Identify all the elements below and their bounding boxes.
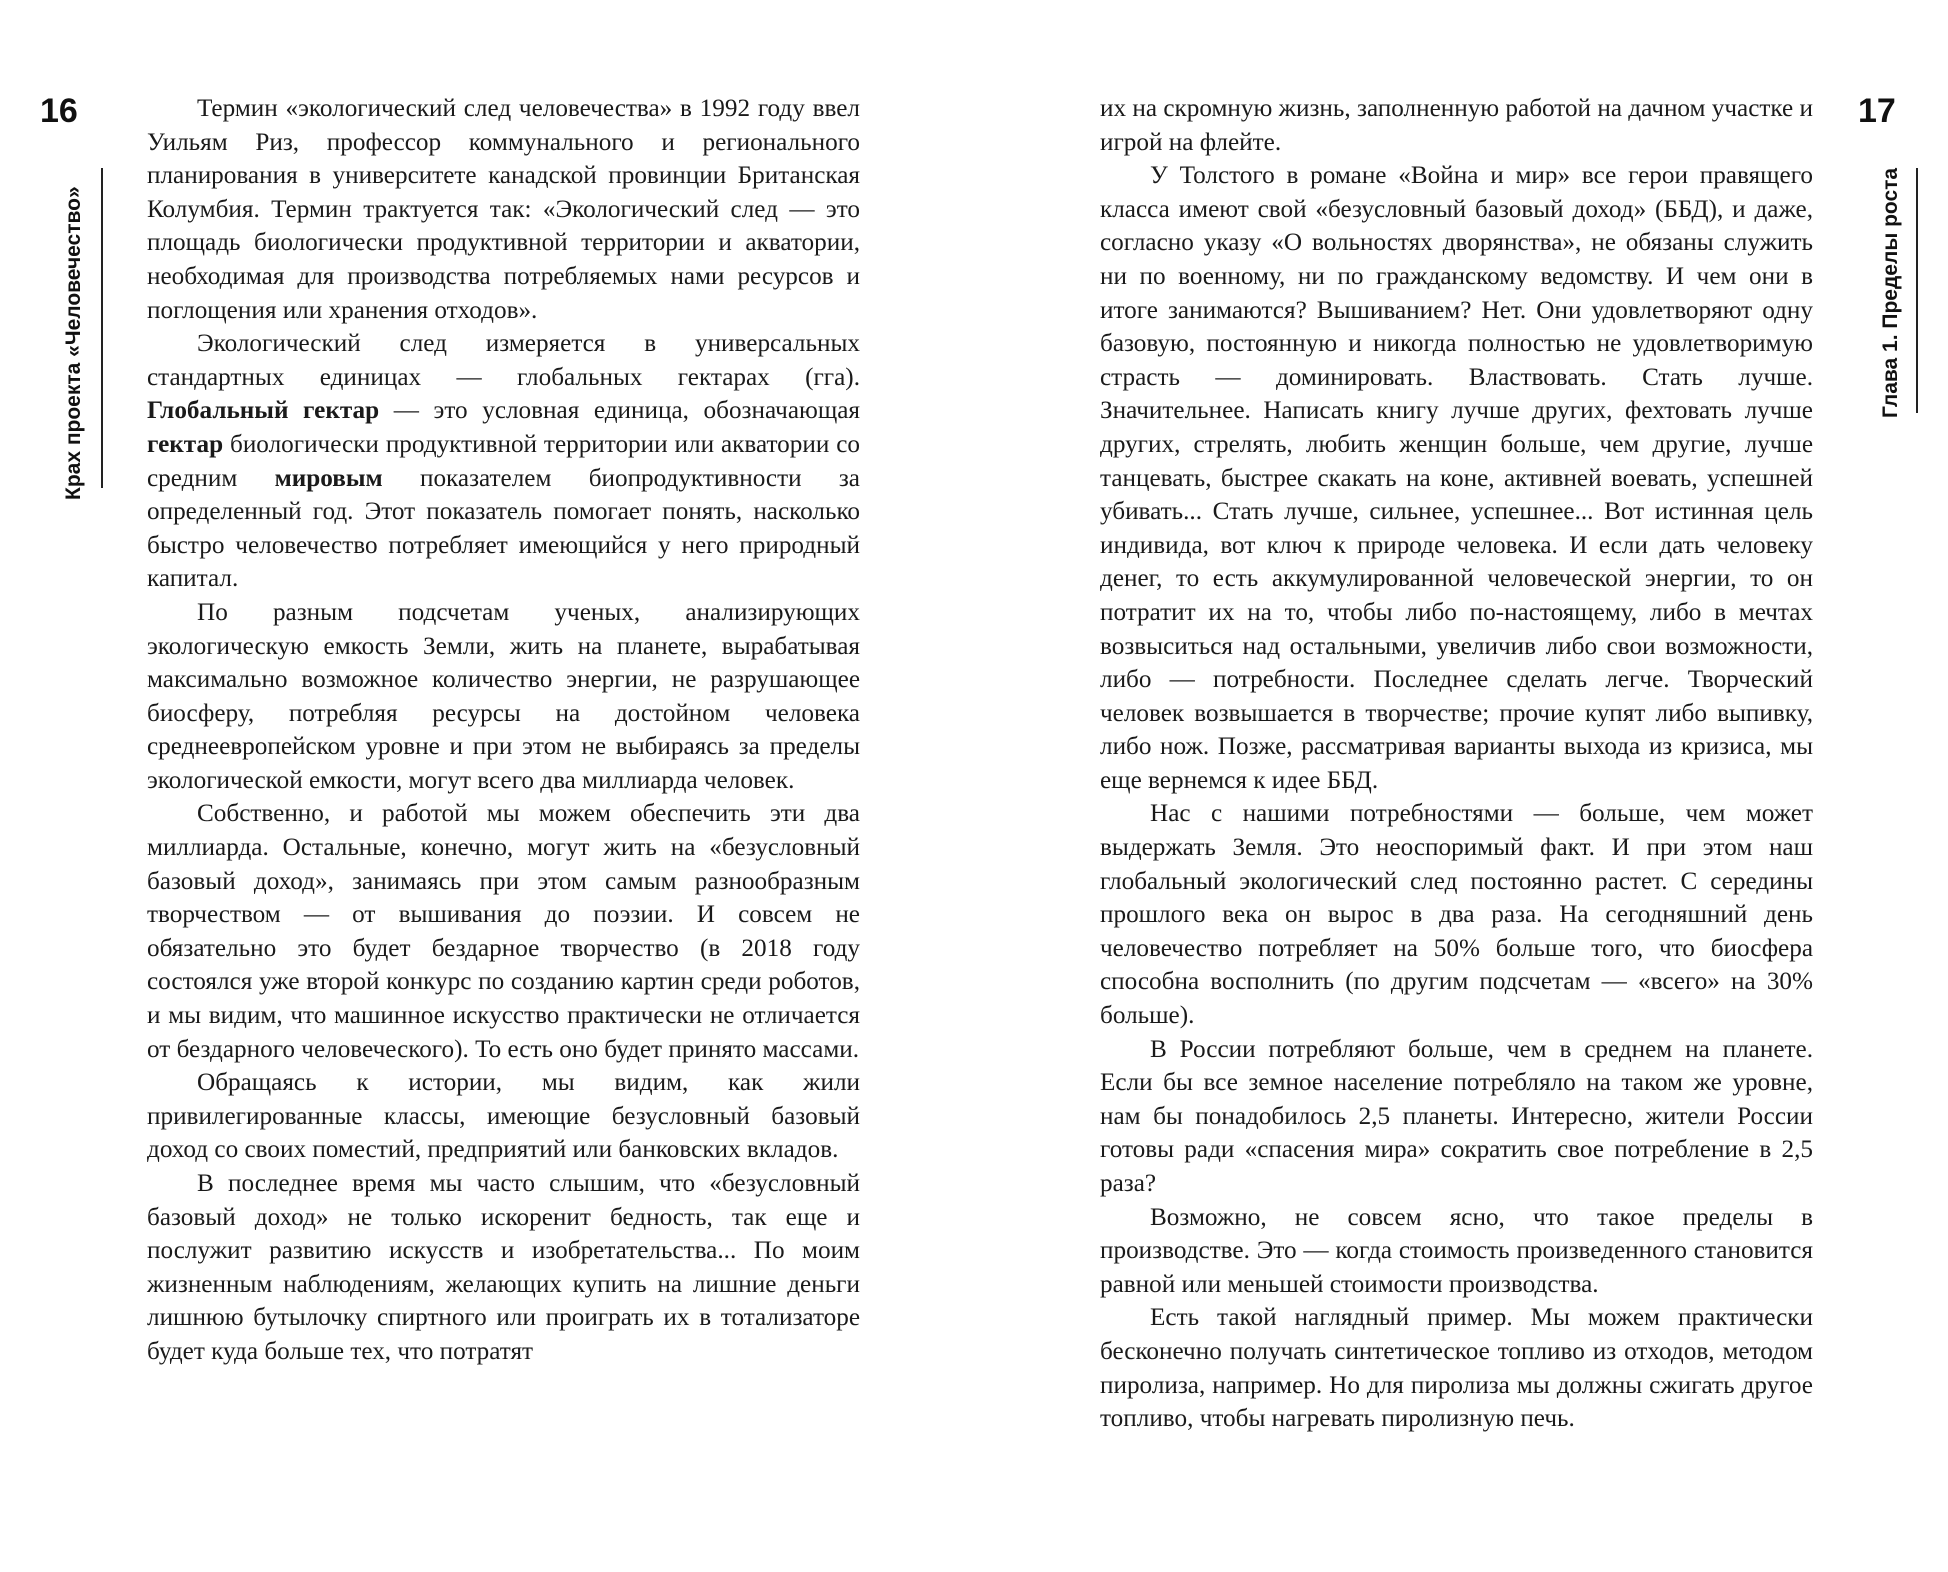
term-global-hectare: Глобальный гектар bbox=[147, 397, 380, 425]
left-paragraph-2 bbox=[147, 327, 860, 596]
right-page-number: 17 bbox=[1858, 92, 1896, 130]
left-paragraph-3: По разным подсчетам ученых, анализирующих экологическую емкость Земли, жить на планете, вырабатывая максимально возможное количество энергии, не разрушающее биосферу, потребляя ресурсы на достойном человека среднеевропейском уровне и при этом не выбираясь за пределы экологической емкости, могут всего два миллиарда человек. bbox=[147, 598, 860, 794]
right-paragraph-2: Нас с нашими потребностями — больше, чем может выдержать Земля. Это неоспоримый факт. И при этом наш глобальный экологический след постоянно растет. С середины прошлого века он вырос в два раза. На сегодняшний день человечество потребляет на 50% больше того, что биосфера способна восполнить (по другим подсчетам — «всего» на 30% больше). bbox=[1100, 800, 1813, 1030]
left-page-number: 16 bbox=[40, 92, 78, 130]
left-paragraph-5: Обращаясь к истории, мы видим, как жили привилегированные классы, имеющие безусловный базовый доход со своих поместий, предприятий или банковских вкладов. bbox=[147, 1069, 860, 1164]
left-paragraph-1: Термин «экологический след человечества» в 1992 году ввел Уильям Риз, профессор коммунального и регионального планирования в университете канадской провинции Британская Колумбия. Термин трактуется так: «Экологический след — это площадь биологически продуктивной территории и акватории, необходимая для производства потребляемых нами ресурсов и поглощения или хранения отходов». bbox=[147, 95, 860, 324]
left-text-column bbox=[147, 92, 860, 1369]
right-paragraph-4: Возможно, не совсем ясно, что такое пределы в производстве. Это — когда стоимость произведенного становится равной или меньшей стоимости производства. bbox=[1100, 1203, 1813, 1298]
left-paragraph-4: Собственно, и работой мы можем обеспечить эти два миллиарда. Остальные, конечно, могут жить на «безусловный базовый доход», занимаясь при этом самым разнообразным творчеством — от вышивания до поэзии. И совсем не обязательно это будет бездарное творчество (в 2018 году состоялся уже второй конкурс по созданию картин среди роботов, и мы видим, что машинное искусство практически не отличается от бездарного человеческого). То есть оно будет принято массами. bbox=[147, 800, 860, 1063]
right-text-column bbox=[1100, 92, 1813, 1436]
right-paragraph-1: У Толстого в романе «Война и мир» все герои правящего класса имеют свой «безусловный базовый доход» (ББД), и даже, согласно указу «О вольностях дворянства», не обязаны служить ни по военному, ни по гражданскому ведомству. И чем они в итоге занимаются? Вышиванием? Нет. Они удовлетворяют одну базовую, постоянную и никогда полностью не удовлетворимую страсть — доминировать. Властвовать. Стать лучше. Значительнее. Написать книгу лучше других, фехтовать лучше других, стрелять, любить женщин больше, чем другие, лучше танцевать, быстрее скакать на коне, активней воевать, успешней убивать... Стать лучше, сильнее, успешнее... Вот истинная цель индивида, вот ключ к природе человека. И если дать человеку денег, то есть аккумулированной человеческой энергии, то он потратит их на то, чтобы либо по-настоящему, либо в мечтах возвыситься над остальными, увеличив либо свои возможности, либо — потребности. Последнее сделать легче. Творческий человек возвышается в творчестве; прочие купят либо выпивку, либо нож. Позже, рассматривая варианты выхода из кризиса, мы еще вернемся к идее ББД. bbox=[1100, 162, 1813, 794]
left-p2-text: биологически продуктивной территории или акватории со средним bbox=[147, 430, 860, 492]
left-p2-text: — это условная единица, обозначающая bbox=[379, 397, 860, 425]
right-paragraph-0: их на скромную жизнь, заполненную работой на дачном участке и игрой на флейте. bbox=[1100, 95, 1813, 156]
left-running-head: Крах проекта «Человечество» bbox=[62, 186, 85, 500]
left-paragraph-6: В последнее время мы часто слышим, что «безусловный базовый доход» не только искоренит бедность, так еще и послужит развитию искусств и изобретательства... По моим жизненным наблюдениям, желающих купить на лишние деньги лишнюю бутылочку спиртного или проиграть их в тотализаторе будет куда больше тех, что потратят bbox=[147, 1170, 860, 1365]
right-running-head: Глава 1. Пределы роста bbox=[1879, 167, 1902, 418]
left-p2-text: показателем биопродуктивности за определенный год. Этот показатель помогает понять, насколько быстро человечество потребляет имеющийся у него природный капитал. bbox=[147, 464, 860, 593]
right-running-head-rule bbox=[1916, 168, 1918, 413]
right-paragraph-3: В России потребляют больше, чем в среднем на планете. Если бы все земное население потребляло на таком же уровне, нам бы понадобилось 2,5 планеты. Интересно, жители России готовы ради «спасения мира» сократить свое потребление в 2,5 раза? bbox=[1100, 1035, 1813, 1197]
left-running-head-rule bbox=[101, 168, 103, 488]
right-paragraph-5: Есть такой наглядный пример. Мы можем практически бесконечно получать синтетическое топливо из отходов, методом пиролиза, например. Но для пиролиза мы должны сжигать другое топливо, чтобы нагревать пиролизную печь. bbox=[1100, 1304, 1813, 1433]
term-hectare: гектар bbox=[147, 430, 224, 458]
term-world: мировым bbox=[274, 464, 383, 492]
left-p2-text: Экологический след измеряется в универсальных стандартных единицах — глобальных гектарах (гга). bbox=[147, 330, 860, 391]
